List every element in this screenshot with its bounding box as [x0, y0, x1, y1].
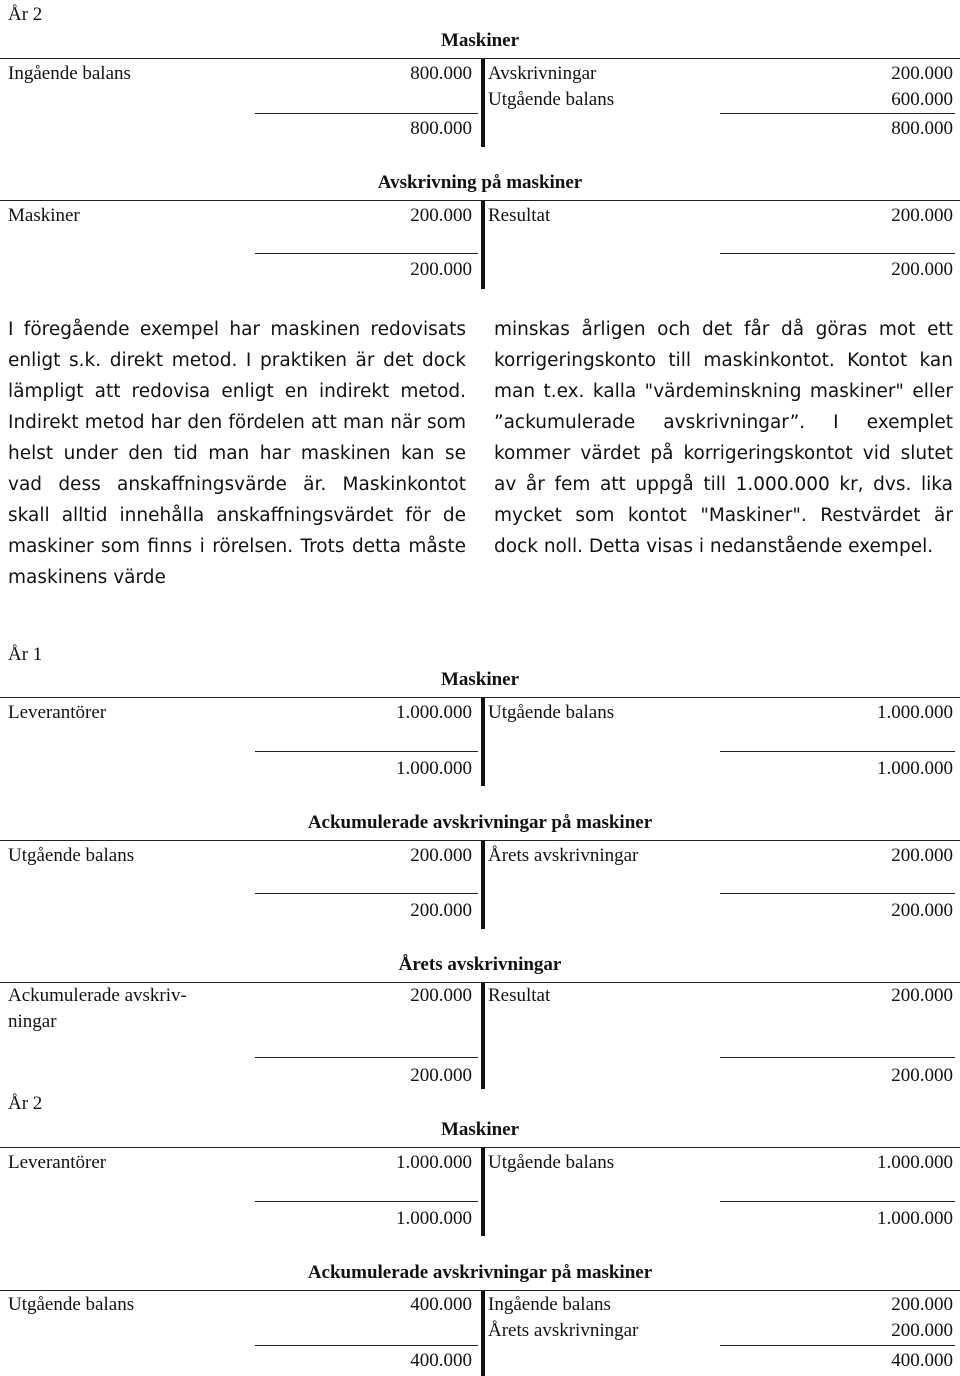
sum-left: 400.000	[410, 1350, 472, 1371]
debit-value: 1.000.000	[396, 1152, 472, 1173]
sum-rule-left	[255, 1345, 478, 1346]
sum-rule-left	[255, 893, 478, 894]
sum-right: 400.000	[891, 1350, 953, 1371]
sum-rule-right	[720, 893, 955, 894]
sum-right: 200.000	[891, 259, 953, 280]
sum-rule-right	[720, 1201, 955, 1202]
sum-left: 200.000	[410, 1065, 472, 1086]
credit-label: Årets avskrivningar	[488, 845, 639, 866]
debit-value: 400.000	[410, 1294, 472, 1315]
sum-rule-left	[255, 253, 478, 254]
sum-right: 200.000	[891, 900, 953, 921]
credit-value: 1.000.000	[877, 1152, 953, 1173]
sum-left: 1.000.000	[396, 1208, 472, 1229]
account-vertical-rule	[481, 201, 485, 289]
account-vertical-rule	[481, 1148, 485, 1236]
credit-label: Utgående balans	[488, 89, 615, 110]
account-title-arets: Årets avskrivningar	[398, 954, 562, 975]
debit-value: 200.000	[410, 845, 472, 866]
sum-left: 200.000	[410, 900, 472, 921]
sum-rule-right	[720, 1345, 955, 1346]
account-vertical-rule	[481, 841, 485, 929]
debit-label: Leverantörer	[8, 702, 107, 723]
year-heading: År 2	[8, 4, 43, 25]
credit-label: Resultat	[488, 205, 551, 226]
debit-label-continued: ningar	[8, 1011, 57, 1032]
sum-right: 1.000.000	[877, 758, 953, 779]
paragraph: I föregående exempel har maskinen redovisats enligt s.k. direkt metod. I praktiken är det dock lämpligt att redovisa enligt en indirekt metod. Indirekt metod har den fördelen att man när som helst under den tid man har maskinen kan se vad dess anskaffningsvärde är. Maskinkontot skall alltid innehålla anskaffningsvärdet för de maskiner som finns i rörelsen. Trots detta måste maskinens värde	[8, 319, 466, 588]
sum-rule-right	[720, 751, 955, 752]
credit-label: Årets avskrivningar	[488, 1320, 639, 1341]
credit-value: 200.000	[891, 63, 953, 84]
debit-label: Utgående balans	[8, 1294, 135, 1315]
account-title-maskiner: Maskiner	[440, 669, 520, 690]
credit-value: 600.000	[891, 89, 953, 110]
debit-label: Ackumulerade avskriv-	[8, 985, 187, 1006]
sum-right: 200.000	[891, 1065, 953, 1086]
credit-label: Utgående balans	[488, 1152, 615, 1173]
body-text-left-column	[8, 314, 466, 593]
sum-rule-left	[255, 751, 478, 752]
account-top-rule	[0, 200, 960, 201]
debit-value: 1.000.000	[396, 702, 472, 723]
credit-value: 200.000	[891, 1294, 953, 1315]
sum-right: 1.000.000	[877, 1208, 953, 1229]
credit-label: Ingående balans	[488, 1294, 611, 1315]
credit-value: 200.000	[891, 1320, 953, 1341]
debit-label: Leverantörer	[8, 1152, 107, 1173]
credit-value: 200.000	[891, 985, 953, 1006]
account-title-ackumulerade: Ackumulerade avskrivningar på maskiner	[307, 812, 653, 833]
debit-value: 200.000	[410, 205, 472, 226]
sum-rule-left	[255, 1201, 478, 1202]
debit-label: Ingående balans	[8, 63, 131, 84]
sum-right: 800.000	[891, 118, 953, 139]
credit-label: Resultat	[488, 985, 551, 1006]
account-vertical-rule	[481, 698, 485, 786]
account-title-maskiner: Maskiner	[440, 30, 520, 51]
credit-value: 1.000.000	[877, 702, 953, 723]
paragraph: minskas årligen och det får då göras mot ett korrigeringskonto till maskinkontot. Kontot kan man t.ex. kalla "värdeminskning maskiner" eller ”ackumulerade avskrivningar”. I exemplet kommer värdet på korrigeringskontot vid slutet av år fem att uppgå till 1.000.000 kr, dvs. lika mycket som kontot "Maskiner". Restvärdet är dock noll. Detta visas i nedanstående exempel.	[494, 319, 953, 557]
sum-rule-left	[255, 1057, 478, 1058]
sum-rule-right	[720, 113, 955, 114]
sum-left: 1.000.000	[396, 758, 472, 779]
credit-value: 200.000	[891, 845, 953, 866]
account-top-rule	[0, 58, 960, 59]
year-heading: År 2	[8, 1093, 43, 1114]
debit-label: Maskiner	[8, 205, 80, 226]
credit-label: Avskrivningar	[488, 63, 597, 84]
account-top-rule	[0, 697, 960, 698]
account-title-maskiner: Maskiner	[440, 1119, 520, 1140]
account-vertical-rule	[481, 1291, 485, 1376]
debit-label: Utgående balans	[8, 845, 135, 866]
account-top-rule	[0, 982, 960, 983]
sum-rule-right	[720, 253, 955, 254]
credit-label: Utgående balans	[488, 702, 615, 723]
body-text-right-column	[494, 314, 953, 562]
account-top-rule	[0, 840, 960, 841]
credit-value: 200.000	[891, 205, 953, 226]
account-top-rule	[0, 1290, 960, 1291]
sum-left: 200.000	[410, 259, 472, 280]
sum-rule-left	[255, 113, 478, 114]
account-vertical-rule	[481, 983, 485, 1089]
account-title-ackumulerade: Ackumulerade avskrivningar på maskiner	[307, 1262, 653, 1283]
account-vertical-rule	[481, 59, 485, 147]
debit-value: 800.000	[410, 63, 472, 84]
account-top-rule	[0, 1147, 960, 1148]
year-heading: År 1	[8, 644, 43, 665]
account-title-avskrivning: Avskrivning på maskiner	[377, 172, 583, 193]
debit-value: 200.000	[410, 985, 472, 1006]
sum-left: 800.000	[410, 118, 472, 139]
sum-rule-right	[720, 1057, 955, 1058]
